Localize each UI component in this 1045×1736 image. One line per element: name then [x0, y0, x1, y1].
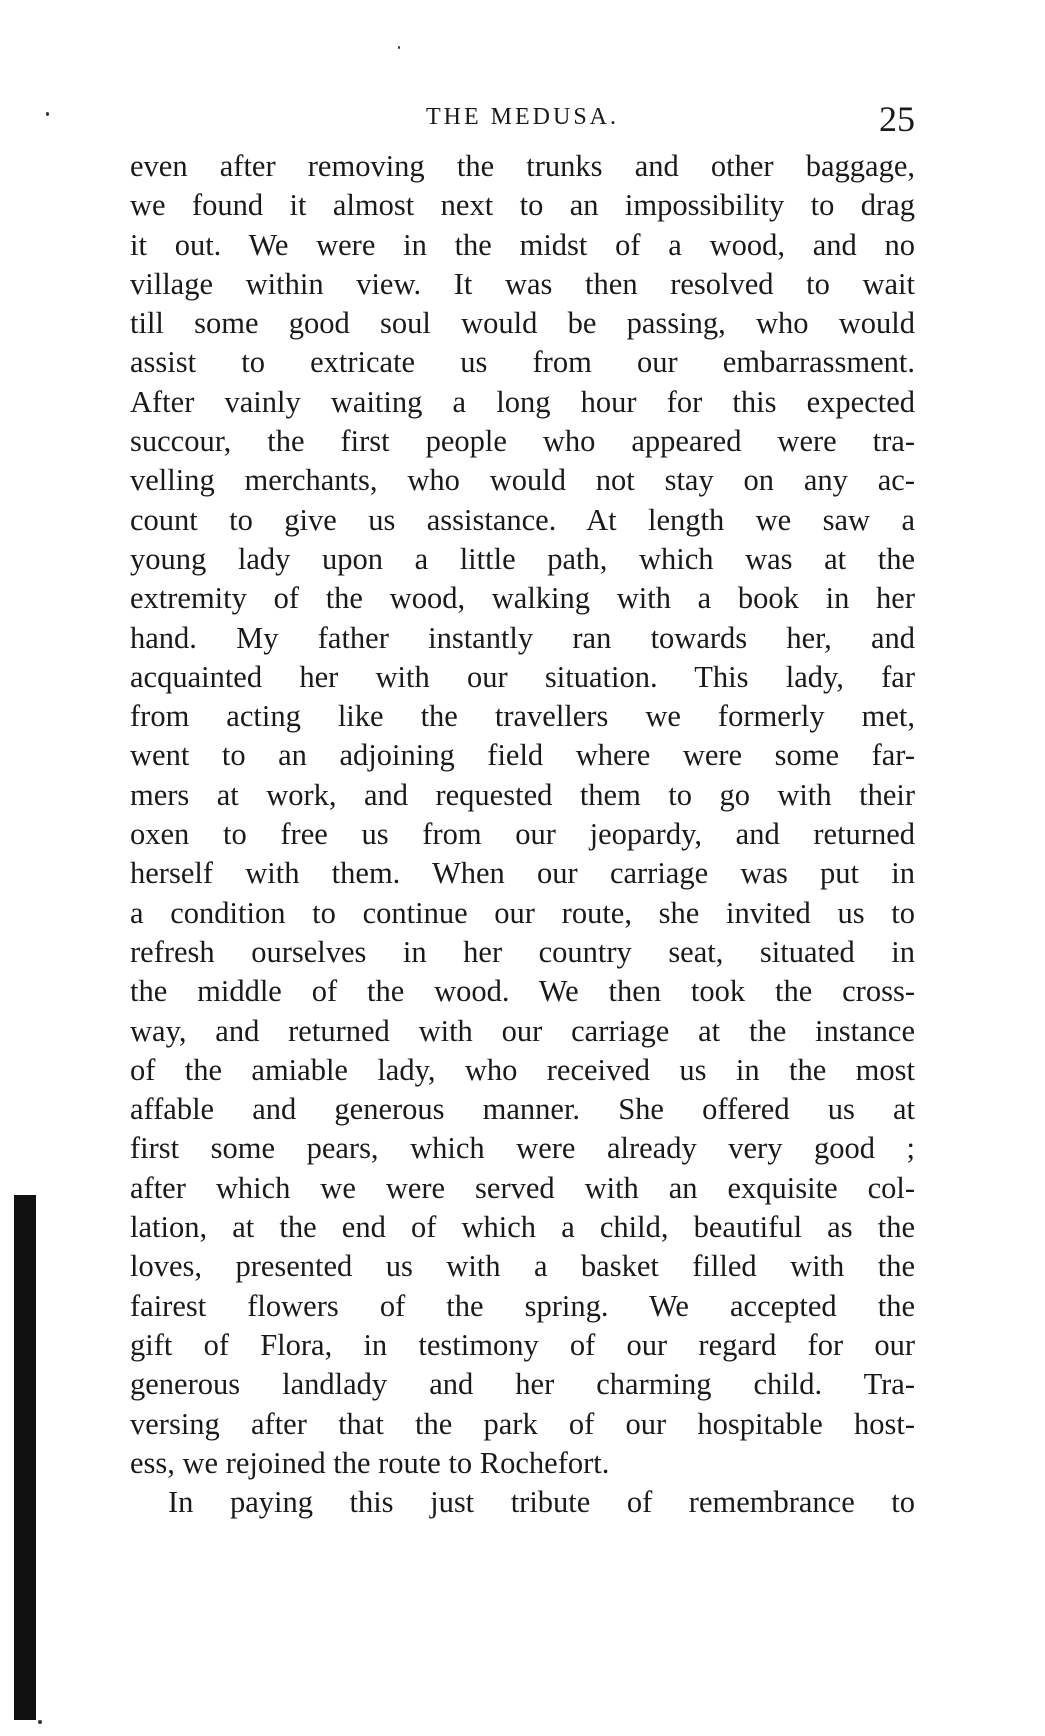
- text-line: the middle of the wood. We then took the cross-: [130, 974, 915, 1009]
- text-line: from acting like the travellers we formerly met,: [130, 699, 915, 734]
- text-line: In paying this just tribute of remembrance to: [168, 1485, 915, 1520]
- text-line: mers at work, and requested them to go with their: [130, 777, 915, 812]
- text-line: young lady upon a little path, which was at the: [130, 541, 915, 576]
- text-line: till some good soul would be passing, who would: [130, 306, 915, 341]
- text-line: ess, we rejoined the route to Rochefort.: [130, 1445, 610, 1480]
- text-line: oxen to free us from our jeopardy, and returned: [130, 817, 915, 852]
- text-line: after which we were served with an exquisite col-: [130, 1170, 915, 1205]
- text-line: hand. My father instantly ran towards her, and: [130, 620, 915, 655]
- running-title: THE MEDUSA.: [426, 104, 619, 130]
- binding-edge-shadow: [14, 1195, 36, 1720]
- ink-speck: [38, 1720, 42, 1724]
- text-line: acquainted her with our situation. This lady, far: [130, 659, 915, 694]
- text-line: went to an adjoining field where were some far-: [130, 738, 915, 773]
- text-line: count to give us assistance. At length we saw a: [130, 502, 915, 537]
- text-line: generous landlady and her charming child. Tra-: [130, 1367, 915, 1402]
- text-line: refresh ourselves in her country seat, situated in: [130, 934, 915, 969]
- text-line: assist to extricate us from our embarrassment.: [130, 345, 915, 380]
- text-line: loves, presented us with a basket filled with the: [130, 1249, 915, 1284]
- body-text: [130, 147, 915, 1522]
- text-line: After vainly waiting a long hour for this expected: [130, 384, 915, 419]
- text-line: fairest flowers of the spring. We accepted the: [130, 1288, 915, 1323]
- text-line: lation, at the end of which a child, beautiful as the: [130, 1210, 915, 1245]
- text-line: affable and generous manner. She offered us at: [130, 1092, 915, 1127]
- text-line: extremity of the wood, walking with a book in her: [130, 581, 915, 616]
- text-line: we found it almost next to an impossibility to drag: [130, 188, 915, 223]
- text-line: village within view. It was then resolved to wait: [130, 266, 915, 301]
- text-line: versing after that the park of our hospitable host-: [130, 1406, 915, 1441]
- running-head: [130, 98, 915, 138]
- text-line: first some pears, which were already very good ;: [130, 1131, 915, 1166]
- text-line: succour, the first people who appeared were tra-: [130, 424, 915, 459]
- ink-speck: [398, 46, 400, 49]
- ink-speck: [46, 112, 49, 116]
- text-line: a condition to continue our route, she invited us to: [130, 895, 915, 930]
- text-line: herself with them. When our carriage was put in: [130, 856, 915, 891]
- text-line: it out. We were in the midst of a wood, and no: [130, 227, 915, 262]
- text-line: of the amiable lady, who received us in the most: [130, 1052, 915, 1087]
- text-line: way, and returned with our carriage at the instance: [130, 1013, 915, 1048]
- text-line: even after removing the trunks and other baggage,: [130, 149, 915, 183]
- text-line: velling merchants, who would not stay on any ac-: [130, 463, 915, 498]
- text-line: gift of Flora, in testimony of our regard for our: [130, 1327, 915, 1362]
- page-number: 25: [879, 99, 915, 139]
